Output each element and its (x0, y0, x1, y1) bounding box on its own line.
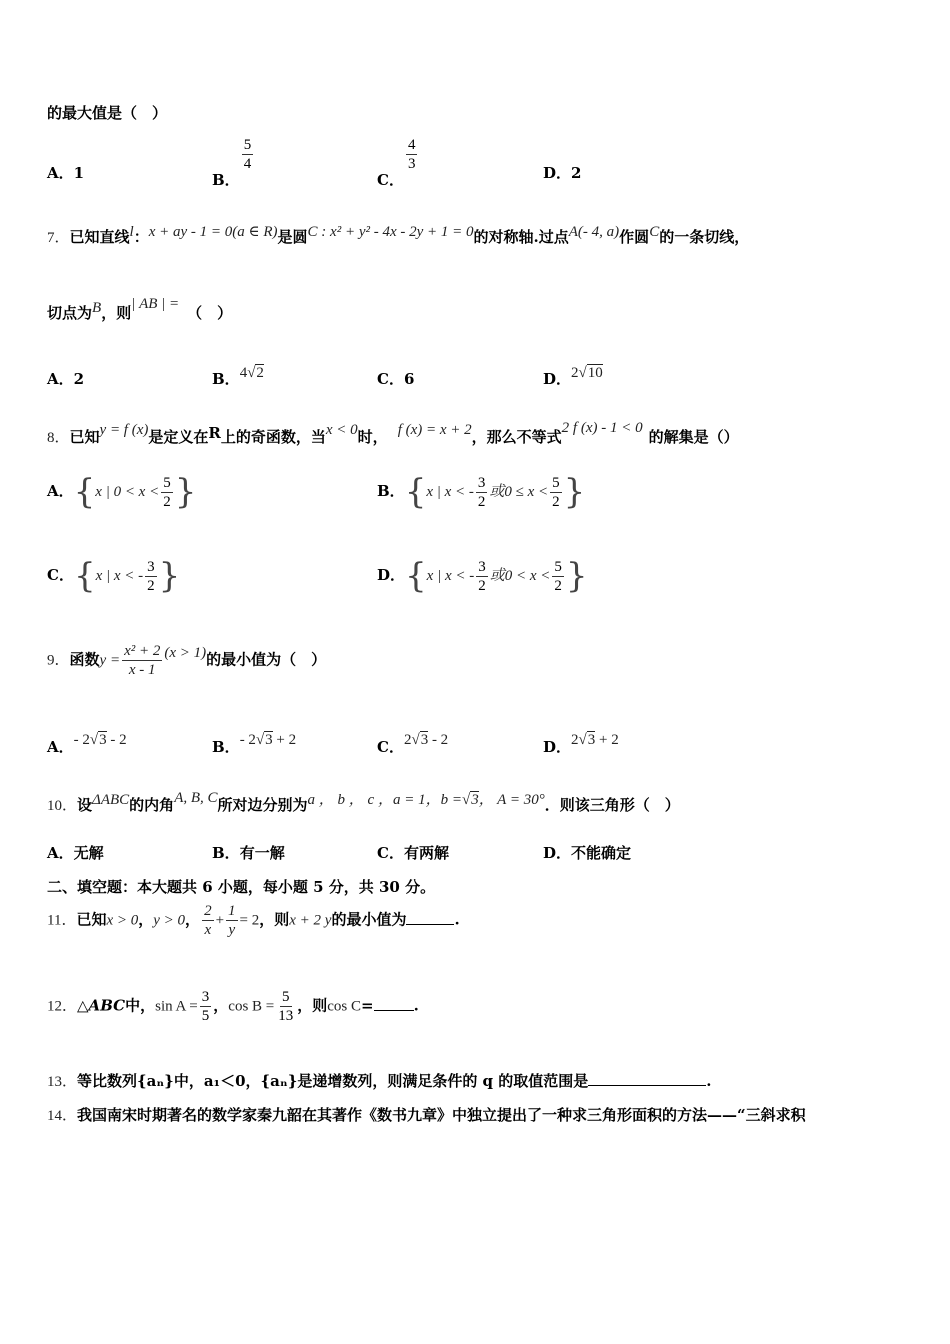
stem-text: ， (138, 910, 154, 929)
fraction (202, 902, 214, 939)
q9-option-c (377, 732, 449, 757)
option-value: 有两解 (403, 844, 449, 862)
denominator: 2 (478, 577, 486, 594)
math-expr: x < 0 (325, 422, 358, 438)
question-number: 11． (47, 912, 77, 929)
q7-option-d (543, 365, 603, 389)
suffix: + 2 (272, 732, 297, 748)
stem-text: 我国南宋时期著名的数学家秦九韶在其著作《数书九章》中独立提出了一种求三角形面积的方法——“三斜求积 (77, 1106, 806, 1124)
q10-stem (47, 790, 680, 815)
stem-text: 设 (77, 796, 93, 814)
set-builder: x | 0 < x < (95, 484, 160, 500)
q8-option-b (377, 472, 585, 512)
q7-option-a (47, 368, 84, 389)
prefix: - 2 (73, 732, 90, 748)
section-title: 二、填空题：本大题共 6 小题，每小题 5 分，共 30 分。 (47, 878, 436, 896)
left-brace: { (404, 472, 427, 512)
set-builder: x | x < - (95, 568, 144, 584)
stem-text: 时， (357, 428, 388, 446)
denominator: 13 (278, 1008, 294, 1024)
q12-stem (47, 988, 419, 1025)
denominator: 3 (407, 156, 416, 172)
q10-option-c (377, 842, 449, 863)
q11-stem (47, 902, 460, 939)
coefficient: 2 (571, 365, 579, 381)
fraction (226, 902, 238, 939)
answer-blank[interactable] (406, 910, 454, 925)
math-expr: a = 1， (392, 792, 441, 808)
q7-stem-line1 (47, 226, 749, 247)
radicand: 3 (420, 732, 429, 748)
math-expr: C (649, 224, 660, 240)
numerator: 5 (163, 474, 171, 491)
stem-text: 的最小值为（ ） (206, 650, 327, 669)
suffix: + 2 (595, 732, 619, 748)
option-label: B． (212, 170, 240, 189)
option-label: D． (543, 738, 572, 756)
suffix: - 2 (106, 732, 127, 748)
set-builder: x | x < - (426, 568, 475, 584)
stem-text: ， (213, 996, 229, 1015)
radicand: 3 (587, 732, 596, 748)
q8-option-a (47, 472, 196, 512)
stem-text: 的解集是（） (648, 428, 739, 446)
denominator: x (204, 922, 212, 938)
fraction (161, 474, 173, 511)
stem-text: 的内角 (129, 796, 175, 814)
option-label: A． (47, 482, 74, 500)
math-expr: y = f (x) (99, 422, 149, 438)
fraction (200, 988, 212, 1025)
radical-expr: - 2√3 - 2 (73, 732, 127, 748)
stem-text: ： (133, 228, 149, 246)
math-expr: b =√3 (440, 792, 479, 808)
denominator: 2 (147, 577, 155, 594)
math-expr: x + ay - 1 = 0(a ∈ R) (148, 224, 278, 240)
math-expr: sin A = (155, 998, 198, 1015)
math-expr: 2 f (x) - 1 < 0 (561, 420, 643, 436)
q6-stem (47, 102, 167, 123)
prefix: 2 (403, 732, 412, 748)
q10-option-b (212, 842, 285, 863)
stem-text: （ ） (187, 304, 233, 322)
option-value: 不能确定 (571, 844, 632, 862)
denominator: 2 (552, 493, 560, 510)
suffix: - 2 (428, 732, 449, 748)
left-brace: { (405, 556, 427, 596)
option-value: 有一解 (239, 844, 285, 862)
option-label: D． (543, 164, 572, 182)
stem-text: 是圆 (277, 228, 308, 246)
question-number: 10． (47, 798, 78, 814)
radical-expr: - 2√3 + 2 (239, 732, 297, 748)
q6-stem-text: 的最大值是（ ） (47, 104, 168, 122)
prefix: - 2 (239, 732, 256, 748)
stem-text: 中， (125, 996, 156, 1015)
q6-option-c (377, 136, 419, 189)
radical-expr: 2√10 (571, 365, 603, 381)
math-expr: C : x² + y² - 4x - 2y + 1 = 0 (307, 224, 474, 240)
stem-text: . (706, 1072, 712, 1090)
math-expr: | AB | = (131, 296, 180, 312)
radicand: 2 (256, 365, 264, 381)
stem-text: . (454, 910, 460, 929)
q10-option-d (543, 842, 631, 863)
question-number: 8． (47, 430, 70, 446)
q9-option-d (543, 732, 619, 757)
option-label: A． (47, 738, 74, 756)
option-label: A． (47, 844, 74, 862)
denominator: 4 (243, 156, 252, 172)
numerator: 3 (478, 558, 486, 575)
math-expr: △ABC (77, 996, 126, 1015)
q8-stem (47, 420, 739, 447)
math-expr: cos B = (228, 998, 275, 1015)
numerator: 3 (201, 989, 210, 1005)
q6-option-d (543, 162, 581, 183)
q6-option-b (212, 136, 255, 189)
math-expr: a ， b ， c ， (307, 792, 393, 808)
radical-expr: 4√2 (239, 365, 264, 381)
radicand: 3 (265, 732, 273, 748)
stem-text: 等比数列{aₙ}中，a₁＜0，{aₙ}是递增数列，则满足条件的 q 的取值范围是 (77, 1072, 589, 1090)
answer-blank[interactable] (588, 1071, 706, 1086)
right-brace: } (158, 556, 181, 596)
fraction (145, 558, 157, 595)
q10-option-a (47, 842, 104, 863)
option-label: A． (47, 164, 74, 182)
option-label: A． (47, 370, 74, 388)
right-brace: } (565, 556, 588, 596)
question-number: 14． (47, 1108, 78, 1124)
option-label: B． (212, 738, 240, 756)
stem-text: 的对称轴.过点 (473, 228, 569, 246)
denominator: 2 (477, 493, 486, 510)
math-expr: cos C (327, 998, 362, 1015)
math-expr: l (129, 224, 134, 240)
math-expr: ΔABC (92, 792, 130, 808)
option-label: C． (47, 566, 74, 584)
real-set-symbol: R (208, 424, 221, 442)
fraction (242, 136, 254, 173)
q8-option-c (47, 556, 180, 596)
stem-text: 作圆 (619, 228, 650, 246)
right-brace: } (563, 472, 586, 512)
q7-option-b (212, 365, 264, 389)
math-expr: (x > 1) (164, 644, 207, 661)
option-label: C． (377, 170, 404, 189)
q14-stem (47, 1104, 806, 1125)
stem-text: = (361, 996, 374, 1015)
math-expr: + (215, 912, 225, 929)
math-expr: x > 0 (106, 912, 139, 929)
radicand: 10 (587, 365, 603, 381)
radical-expr: 2√3 + 2 (571, 732, 619, 748)
q9-option-a (47, 732, 127, 757)
option-label: D． (543, 844, 572, 862)
denominator: 2 (163, 493, 171, 510)
option-label: B． (212, 844, 240, 862)
q7-option-c (377, 368, 414, 389)
question-number: 7． (47, 230, 70, 246)
q9-stem (47, 642, 326, 679)
option-value: 6 (403, 370, 415, 388)
q9-option-b (212, 732, 297, 757)
question-number: 9． (47, 652, 70, 669)
numerator: 5 (554, 558, 562, 575)
stem-text: ，则 (297, 996, 328, 1015)
stem-text: . (413, 996, 419, 1015)
q7-stem-line2 (47, 296, 233, 323)
numerator: 2 (204, 903, 212, 919)
radical-expr: 2√3 - 2 (403, 732, 449, 748)
math-expr: A, B, C (174, 790, 218, 806)
option-value: 无解 (73, 844, 104, 862)
q6-option-a (47, 162, 84, 183)
math-expr: y = (99, 652, 121, 669)
stem-text: 的一条切线， (659, 228, 750, 246)
stem-text: 是定义在 (148, 428, 209, 446)
fraction (406, 136, 418, 173)
q13-stem (47, 1070, 712, 1091)
stem-text: 上的奇函数，当 (220, 428, 326, 446)
math-expr: A(- 4, a) (568, 224, 620, 240)
stem-text: 的最小值为 (331, 910, 407, 929)
fraction (276, 988, 295, 1025)
math-expr: f (x) = x + 2 (397, 422, 472, 438)
stem-text: ，则 (259, 910, 290, 929)
right-brace: } (174, 472, 197, 512)
fraction (122, 642, 162, 679)
stem-text: 函数 (69, 650, 100, 669)
q8-option-d (377, 556, 588, 596)
answer-blank[interactable] (374, 996, 414, 1011)
option-label: C． (377, 370, 404, 388)
math-expr: x + 2 y (289, 912, 332, 929)
math-expr: y > 0 (153, 912, 186, 929)
set-builder: 或0 ≤ x < (489, 484, 549, 500)
denominator: y (228, 922, 236, 938)
question-number: 12． (47, 998, 78, 1015)
stem-text: ，则 (101, 304, 132, 322)
numerator: x² + 2 (124, 643, 161, 659)
set-builder: x | x < - (426, 484, 474, 500)
radicand: 3 (99, 732, 107, 748)
fraction (552, 558, 564, 595)
option-label: C． (377, 738, 404, 756)
section-2-heading (47, 876, 435, 897)
stem-text: 切点为 (47, 304, 93, 322)
prefix: 2 (571, 732, 579, 748)
math-expr: = 2 (239, 912, 260, 929)
numerator: 3 (477, 474, 486, 491)
coefficient: 4 (239, 365, 248, 381)
option-label: B． (377, 482, 405, 500)
numerator: 5 (282, 989, 290, 1005)
option-label: D． (543, 370, 572, 388)
option-label: B． (212, 370, 240, 388)
numerator: 3 (147, 558, 155, 575)
stem-text: 已知 (76, 910, 107, 929)
denominator: x - 1 (128, 662, 156, 678)
stem-text: ， (185, 910, 201, 929)
option-value: 2 (73, 370, 85, 388)
option-value: 1 (73, 164, 85, 182)
radicand: 3 (471, 792, 479, 808)
stem-text: ，那么不等式 (471, 428, 562, 446)
numerator: 1 (228, 903, 236, 919)
numerator: 4 (407, 137, 416, 153)
fraction (550, 474, 562, 511)
stem-text: 已知直线 (69, 228, 130, 246)
option-label: D． (377, 566, 406, 584)
fraction (476, 558, 488, 595)
stem-text: ．则该三角形（ ） (544, 796, 680, 814)
set-builder: 或0 < x < (489, 568, 551, 584)
option-label: C． (377, 844, 404, 862)
numerator: 5 (552, 474, 560, 491)
option-value: 2 (571, 164, 582, 182)
question-number: 13． (47, 1074, 78, 1090)
denominator: 2 (554, 577, 562, 594)
stem-text: 所对边分别为 (217, 796, 308, 814)
stem-text: 已知 (69, 428, 100, 446)
denominator: 5 (201, 1008, 210, 1024)
fraction (476, 474, 488, 511)
left-brace: { (73, 556, 96, 596)
b-prefix: b = (440, 792, 462, 808)
numerator: 5 (243, 137, 252, 153)
math-expr: B (92, 300, 102, 316)
math-expr: ， A = 30° (478, 792, 545, 808)
left-brace: { (73, 472, 96, 512)
